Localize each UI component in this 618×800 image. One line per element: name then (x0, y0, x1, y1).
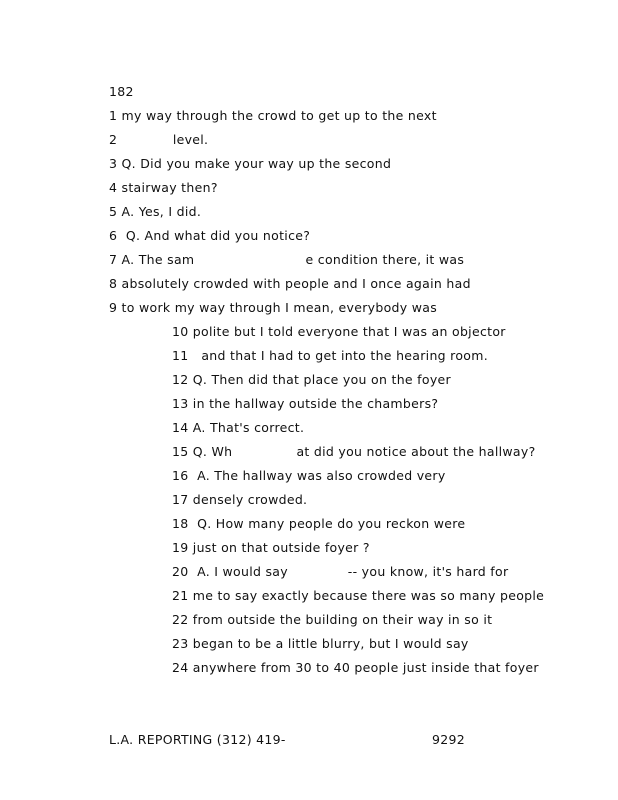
line-text: from outside the building on their way in so it (192, 612, 493, 627)
line-number: 12 (172, 372, 189, 387)
line-number: 23 (172, 636, 189, 651)
transcript-line (109, 205, 201, 219)
line-text: A. Yes, I did. (121, 204, 202, 219)
line-number: 5 (109, 204, 118, 219)
line-number: 6 (109, 228, 118, 243)
line-text: just on that outside foyer ? (192, 540, 370, 555)
line-number: 19 (172, 540, 189, 555)
line-text: level. (121, 132, 209, 147)
line-text: in the hallway outside the chambers? (192, 396, 439, 411)
line-text: me to say exactly because there was so many people (192, 588, 545, 603)
transcript-line (109, 181, 218, 195)
line-text: Q. Wh at did you notice about the hallway? (192, 444, 536, 459)
line-text: stairway then? (121, 180, 218, 195)
line-text: and that I had to get into the hearing room. (192, 348, 488, 363)
footer-phone-suffix: 9292 (432, 732, 466, 747)
line-number: 7 (109, 252, 118, 267)
transcript-line (109, 133, 208, 147)
line-text: A. The sam e condition there, it was (121, 252, 465, 267)
footer-reporter: L.A. REPORTING (312) 419- (109, 732, 286, 747)
transcript-line (172, 589, 544, 603)
line-number: 2 (109, 132, 118, 147)
line-text: absolutely crowded with people and I once again had (121, 276, 471, 291)
line-text: my way through the crowd to get up to the next (121, 108, 437, 123)
line-text: densely crowded. (192, 492, 308, 507)
transcript-line (172, 661, 539, 675)
line-text: Q. Did you make your way up the second (121, 156, 392, 171)
transcript-line (109, 157, 391, 171)
transcript-line (109, 301, 437, 315)
line-number: 16 (172, 468, 189, 483)
line-number: 24 (172, 660, 189, 675)
line-number: 14 (172, 420, 189, 435)
transcript-line (109, 253, 464, 267)
transcript-line (172, 493, 307, 507)
transcript-line (172, 325, 506, 339)
line-number: 22 (172, 612, 189, 627)
transcript-line (172, 373, 451, 387)
line-number: 1 (109, 108, 118, 123)
line-number: 4 (109, 180, 118, 195)
transcript-line (172, 541, 370, 555)
line-text: anywhere from 30 to 40 people just inside that foyer (192, 660, 539, 675)
line-text: Q. And what did you notice? (121, 228, 311, 243)
transcript-line (172, 613, 492, 627)
transcript-line (172, 517, 465, 531)
line-text: Q. Then did that place you on the foyer (192, 372, 451, 387)
transcript-line (172, 565, 508, 579)
transcript-line (109, 277, 471, 291)
line-text: A. That's correct. (192, 420, 305, 435)
line-number: 11 (172, 348, 189, 363)
line-number: 21 (172, 588, 189, 603)
page-number: 182 (109, 84, 134, 99)
line-text: began to be a little blurry, but I would say (192, 636, 469, 651)
line-number: 15 (172, 444, 189, 459)
line-text: A. I would say -- you know, it's hard for (192, 564, 509, 579)
transcript-line (172, 469, 446, 483)
line-number: 10 (172, 324, 189, 339)
line-number: 18 (172, 516, 189, 531)
transcript-line (109, 229, 310, 243)
transcript-line (172, 445, 536, 459)
line-text: to work my way through I mean, everybody was (121, 300, 438, 315)
transcript-line (172, 349, 488, 363)
line-number: 3 (109, 156, 118, 171)
line-text: A. The hallway was also crowded very (192, 468, 446, 483)
line-text: Q. How many people do you reckon were (192, 516, 466, 531)
line-text: polite but I told everyone that I was an objector (192, 324, 506, 339)
transcript-line (109, 109, 437, 123)
transcript-line (172, 421, 304, 435)
line-number: 9 (109, 300, 118, 315)
transcript-line (172, 637, 469, 651)
line-number: 17 (172, 492, 189, 507)
line-number: 13 (172, 396, 189, 411)
line-number: 8 (109, 276, 118, 291)
transcript-line (172, 397, 438, 411)
line-number: 20 (172, 564, 189, 579)
